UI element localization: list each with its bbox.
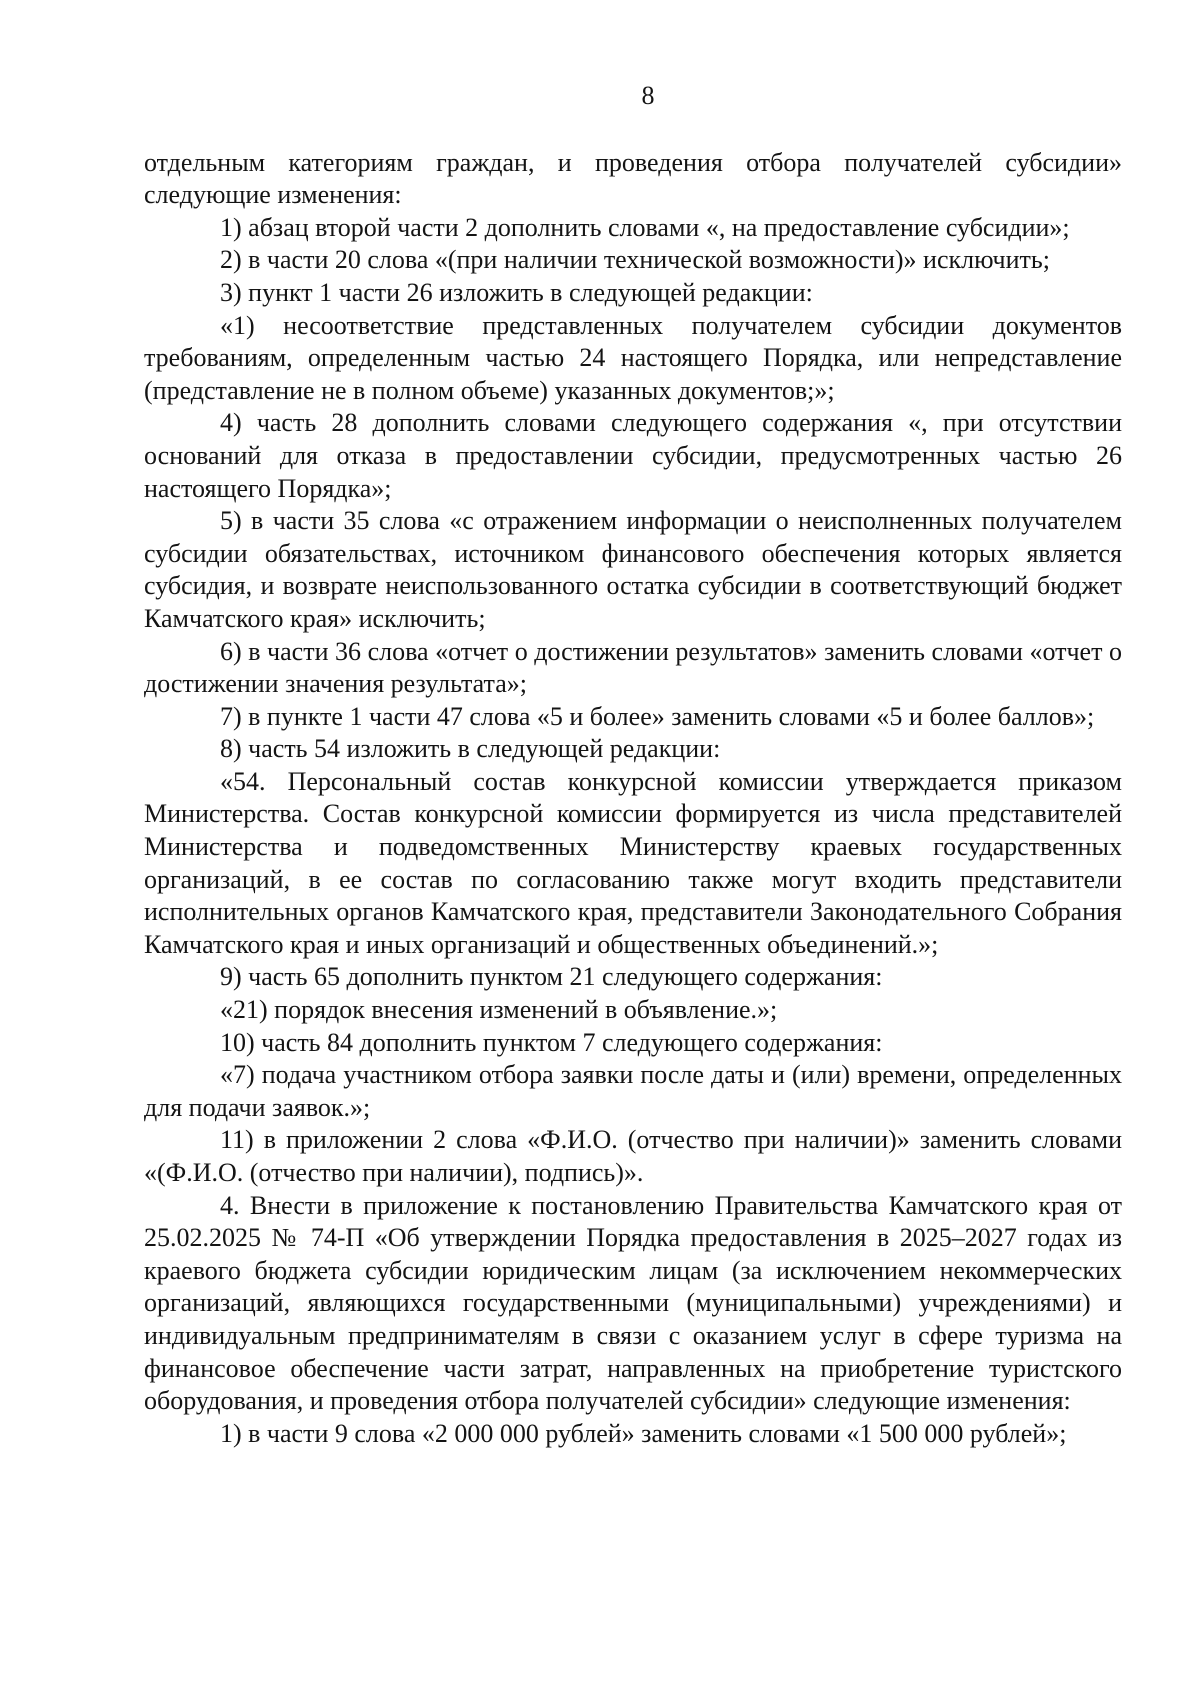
paragraph: 8) часть 54 изложить в следующей редакции:	[220, 734, 721, 764]
paragraph: «1) несоответствие представленных получателем субсидии документов требованиям, определенным частью 24 настоящего Порядка, или непредставление (представление не в полном объеме) указанных документов;»;	[144, 310, 1122, 405]
document-body	[144, 147, 1122, 1451]
paragraph: 7) в пункте 1 части 47 слова «5 и более» заменить словами «5 и более баллов»;	[220, 701, 1095, 731]
paragraph: «54. Персональный состав конкурсной комиссии утверждается приказом Министерства. Состав конкурсной комиссии формируется из числа представителей Министерства и подведомственных Министерству краевых государственных организаций, в ее состав по согласованию также могут входить представители исполнительных органов Камчатского края, представители Законодательного Собрания Камчатского края и иных организаций и общественных объединений.»;	[144, 766, 1122, 959]
paragraph: 2) в части 20 слова «(при наличии технической возможности)» исключить;	[220, 245, 1050, 275]
page-number: 8	[641, 81, 655, 110]
paragraph: 3) пункт 1 части 26 изложить в следующей редакции:	[220, 277, 813, 307]
paragraph: 9) часть 65 дополнить пунктом 21 следующего содержания:	[220, 962, 883, 992]
paragraph: 6) в части 36 слова «отчет о достижении результатов» заменить словами «отчет о достижении значения результата»;	[144, 636, 1122, 699]
paragraph: 10) часть 84 дополнить пунктом 7 следующего содержания:	[220, 1027, 883, 1057]
paragraph: 1) абзац второй части 2 дополнить словами «, на предоставление субсидии»;	[220, 212, 1070, 242]
paragraph: отдельным категориям граждан, и проведения отбора получателей субсидии» следующие изменения:	[144, 147, 1122, 210]
paragraph: 11) в приложении 2 слова «Ф.И.О. (отчество при наличии)» заменить словами «(Ф.И.О. (отчество при наличии), подпись)».	[144, 1125, 1122, 1187]
paragraph: 4. Внести в приложение к постановлению Правительства Камчатского края от 25.02.2025 № 74-П «Об утверждении Порядка предоставления в 2025–2027 годах из краевого бюджета субсидии юридическим лицам (за исключением некоммерческих организаций, являющихся государственными (муниципальными) учреждениями) и индивидуальным предпринимателям в связи с оказанием услуг в сфере туризма на финансовое обеспечение части затрат, направленных на приобретение туристского оборудования, и проведения отбора получателей субсидии» следующие изменения:	[144, 1190, 1122, 1416]
paragraph: 1) в части 9 слова «2 000 000 рублей» заменить словами «1 500 000 рублей»;	[220, 1418, 1067, 1448]
paragraph: «21) порядок внесения изменений в объявление.»;	[220, 995, 778, 1025]
paragraph: 5) в части 35 слова «с отражением информации о неисполненных получателем субсидии обязательствах, источником финансового обеспечения которых является субсидия, и возврате неиспользованного остатка субсидии в соответствующий бюджет Камчатского края» исключить;	[144, 506, 1122, 633]
paragraph: «7) подача участником отбора заявки после даты и (или) времени, определенных для подачи заявок.»;	[144, 1060, 1122, 1122]
paragraph: 4) часть 28 дополнить словами следующего содержания «, при отсутствии оснований для отказа в предоставлении субсидии, предусмотренных частью 26 настоящего Порядка»;	[144, 408, 1122, 503]
